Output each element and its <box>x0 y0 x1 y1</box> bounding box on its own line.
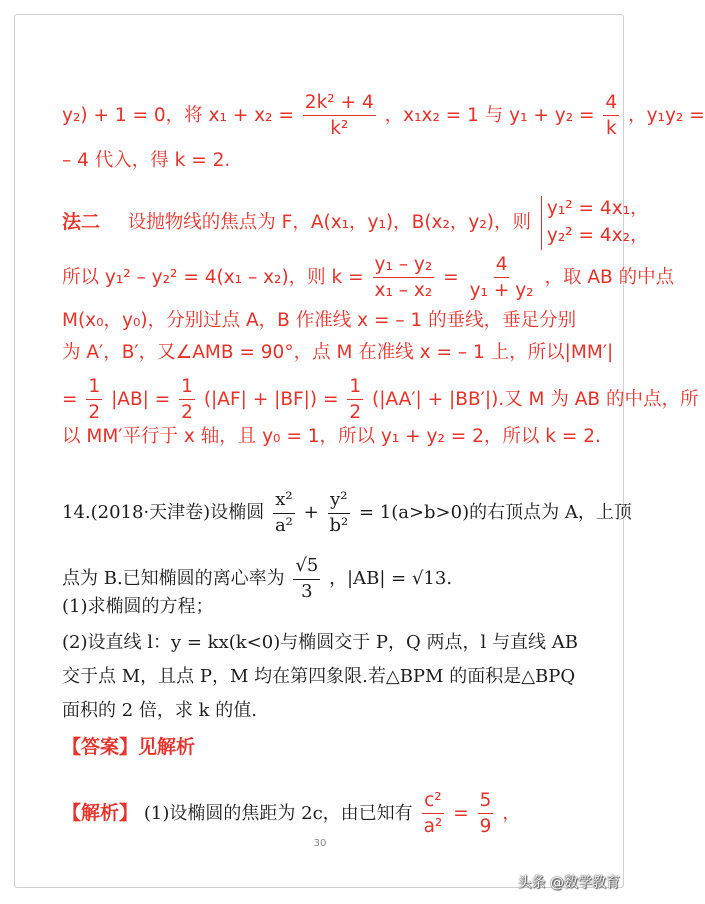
fraction-denominator: 2 <box>88 402 101 424</box>
page-number: 30 <box>313 838 327 849</box>
fraction-eccentricity <box>293 556 320 602</box>
method2-line-1 <box>62 196 649 250</box>
fraction-denominator: a² <box>423 816 443 838</box>
text-segment: ， <box>502 802 521 824</box>
problem14-question-2-line-2: 交于点 M，且点 P，M 均在第四象限.若△BPM 的面积是△BPQ <box>62 666 576 687</box>
fraction-denominator: k <box>605 118 617 140</box>
fraction-numerator: 1 <box>86 376 102 400</box>
equation-system <box>541 196 649 250</box>
text-segment: 点为 B.已知椭圆的离心率为 <box>62 568 285 590</box>
analysis-line <box>62 790 521 838</box>
fraction-half <box>347 376 363 424</box>
fraction-y-sum <box>603 92 619 140</box>
fraction-y2-b2 <box>327 490 350 536</box>
fraction-denominator: a² <box>274 514 293 536</box>
fraction-denominator: 9 <box>479 816 492 838</box>
method2-line-2 <box>62 254 674 302</box>
fraction-numerator: 5 <box>478 790 494 814</box>
text-segment: y₂) + 1 = 0，将 x₁ + x₂ = <box>62 104 294 126</box>
text-segment: (1)设椭圆的焦距为 2c，由已知有 <box>143 802 413 824</box>
fraction-numerator: c² <box>422 790 444 814</box>
text-segment: = <box>62 388 78 410</box>
answer-label: 【答案】见解析 <box>62 736 196 758</box>
fraction-numerator: 1 <box>179 376 195 400</box>
text-segment: 设抛物线的焦点为 F，A(x₁，y₁)，B(x₂，y₂)，则 <box>127 211 531 233</box>
text-segment: |AB| = <box>111 388 171 410</box>
fraction-numerator: 2k² + 4 <box>303 92 376 116</box>
text-segment: 所以 y₁² – y₂² = 4(x₁ – x₂)，则 k = <box>62 266 364 288</box>
fraction-denominator: b² <box>329 514 349 536</box>
fraction-half <box>179 376 195 424</box>
fraction-numerator: y² <box>328 490 349 514</box>
fraction-denominator: y₁ + y₂ <box>469 280 534 302</box>
fraction-c2-a2 <box>422 790 445 838</box>
text-segment: = <box>453 802 469 824</box>
fraction-denominator: 3 <box>301 580 313 602</box>
text-segment: 14.(2018·天津卷)设椭圆 <box>62 502 265 524</box>
text-segment: (|AA′| + |BB′|).又 M 为 AB 的中点，所 <box>372 388 699 410</box>
system-eq-1: y₁² = 4x₁， <box>546 198 649 219</box>
problem14-question-2-line-1: (2)设直线 l：y = kx(k<0)与椭圆交于 P，Q 两点，l 与直线 AB <box>62 632 578 653</box>
system-eq-2: y₂² = 4x₂， <box>546 224 649 246</box>
fraction-half <box>86 376 102 424</box>
fraction-slope <box>373 254 435 302</box>
text-segment: + <box>303 502 319 524</box>
fraction-numerator: √5 <box>293 556 320 580</box>
text-segment: = 1(a>b>0)的右顶点为 A，上顶 <box>358 502 632 524</box>
fraction-denominator: 2 <box>349 402 362 424</box>
problem14-line-1 <box>62 490 632 536</box>
analysis-label: 【解析】 <box>62 801 139 824</box>
method2-line-6: 以 MM′平行于 x 轴，且 y₀ = 1，所以 y₁ + y₂ = 2，所以 k = 2. <box>62 426 601 447</box>
fraction-numerator: y₁ – y₂ <box>373 254 435 278</box>
method2-line-5 <box>62 376 699 424</box>
fraction-numerator: 4 <box>494 254 510 278</box>
method2-line-3: M(x₀，y₀)，分别过点 A，B 作准线 x = – 1 的垂线，垂足分别 <box>62 310 577 331</box>
fraction-sum <box>303 92 376 140</box>
fraction-numerator: 1 <box>347 376 363 400</box>
method1-line-1 <box>62 92 705 140</box>
method1-line-2: – 4 代入，得 k = 2. <box>62 150 231 171</box>
problem14-question-1: (1)求椭圆的方程； <box>62 596 214 617</box>
text-segment: ，|AB| = √13. <box>329 568 453 590</box>
watermark: 头条 @数学教育 <box>517 875 620 891</box>
fraction-slope-simplified <box>468 254 536 302</box>
method2-line-4: 为 A′，B′，又∠AMB = 90°，点 M 在准线 x = – 1 上，所以|MM′| <box>62 342 614 363</box>
text-segment: ，取 AB 的中点 <box>544 266 675 288</box>
fraction-five-ninths <box>478 790 494 838</box>
fraction-denominator: k² <box>330 118 349 140</box>
fraction-numerator: 4 <box>603 92 619 116</box>
problem14-question-2-line-3: 面积的 2 倍，求 k 的值. <box>62 700 257 721</box>
fraction-x2-a2 <box>273 490 295 536</box>
text-segment: = <box>443 266 459 288</box>
text-segment: ，y₁y₂ = <box>628 104 705 126</box>
text-segment: (|AF| + |BF|) = <box>203 388 339 410</box>
fraction-numerator: x² <box>273 490 294 514</box>
method2-label: 法二 <box>62 210 101 233</box>
text-segment: ，x₁x₂ = 1 与 y₁ + y₂ = <box>384 104 595 126</box>
fraction-denominator: x₁ – x₂ <box>374 280 433 302</box>
fraction-denominator: 2 <box>181 402 193 424</box>
